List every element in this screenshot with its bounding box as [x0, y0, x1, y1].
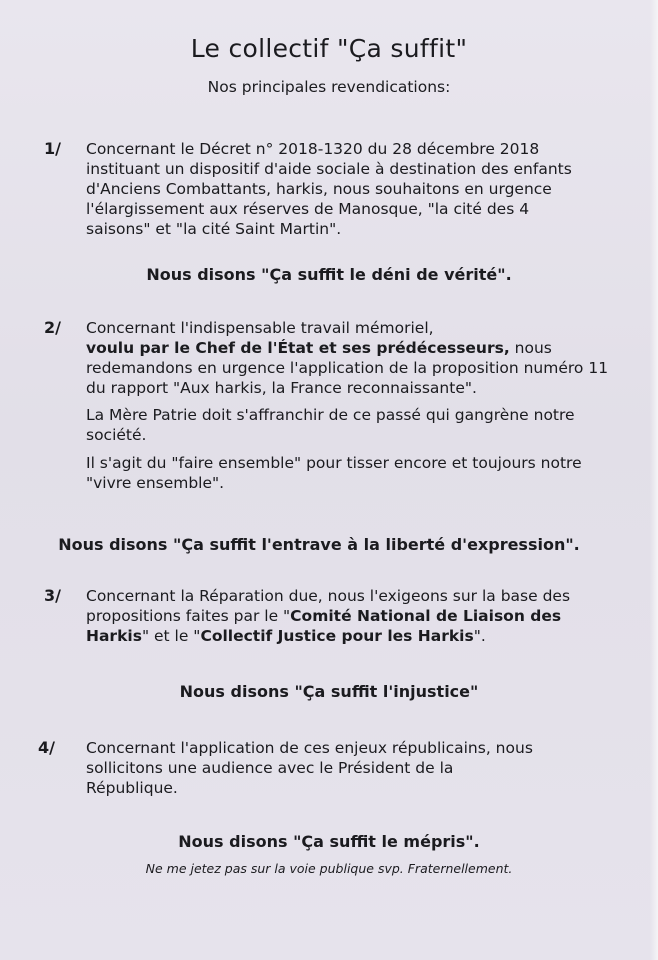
section-2-intro: Concernant l'indispensable travail mémoriel, [86, 319, 434, 337]
section-3-bold-1: Comité National de Liaison des Harkis [86, 607, 562, 645]
section-1-number: 1/ [44, 139, 61, 158]
paper-edge [650, 0, 658, 960]
footer-note: Ne me jetez pas sur la voie publique svp. Fraternellement. [145, 861, 513, 876]
section-3-text-1: Concernant la Réparation due, nous l'exigeons sur la base des propositions faites par le " [86, 587, 571, 625]
section-3-bold-2: Collectif Justice pour les Harkis [200, 627, 474, 645]
section-3-text-2: " et le " [141, 627, 201, 645]
section-2-paragraph-2: La Mère Patrie doit s'affranchir de ce passé qui gangrène notre société. [86, 406, 575, 444]
section-2-slogan: Nous disons "Ça suffit l'entrave à la liberté d'expression". [58, 535, 580, 554]
section-3-slogan: Nous disons "Ça suffit l'injustice" [179, 682, 479, 701]
document-subtitle: Nos principales revendications: [207, 78, 451, 96]
section-2-paragraph-1 [86, 318, 631, 398]
section-3-number: 3/ [44, 586, 61, 605]
section-4-number: 4/ [38, 738, 55, 757]
section-3-paragraph [86, 586, 606, 646]
section-2-number: 2/ [44, 318, 61, 337]
section-2-paragraph-3: Il s'agit du "faire ensemble" pour tisser encore et toujours notre "vivre ensemble". [86, 454, 582, 492]
section-1-paragraph: Concernant le Décret n° 2018-1320 du 28 décembre 2018 instituant un dispositif d'aide sociale à destination des enfants d'Anciens Combattants, harkis, nous souhaitons en urgence l'élargissement aux réserves de Manosque, "la cité des 4 saisons" et "la cité Saint Martin". [86, 140, 572, 238]
section-4-paragraph: Concernant l'application de ces enjeux républicains, nous sollicitons une audience avec le Président de la République. [86, 739, 533, 797]
section-1-slogan: Nous disons "Ça suffit le déni de vérité". [146, 265, 512, 284]
section-2-intro-bold: voulu par le Chef de l'État et ses prédécesseurs, [86, 339, 510, 357]
section-2-intro-rest: nous redemandons en urgence l'application de la proposition numéro 11 du rapport "Aux harkis, la France reconnaissante". [86, 339, 609, 397]
section-3-text-3: ". [473, 627, 486, 645]
section-4-slogan: Nous disons "Ça suffit le mépris". [178, 832, 480, 851]
document-title: Le collectif "Ça suffit" [190, 34, 468, 63]
